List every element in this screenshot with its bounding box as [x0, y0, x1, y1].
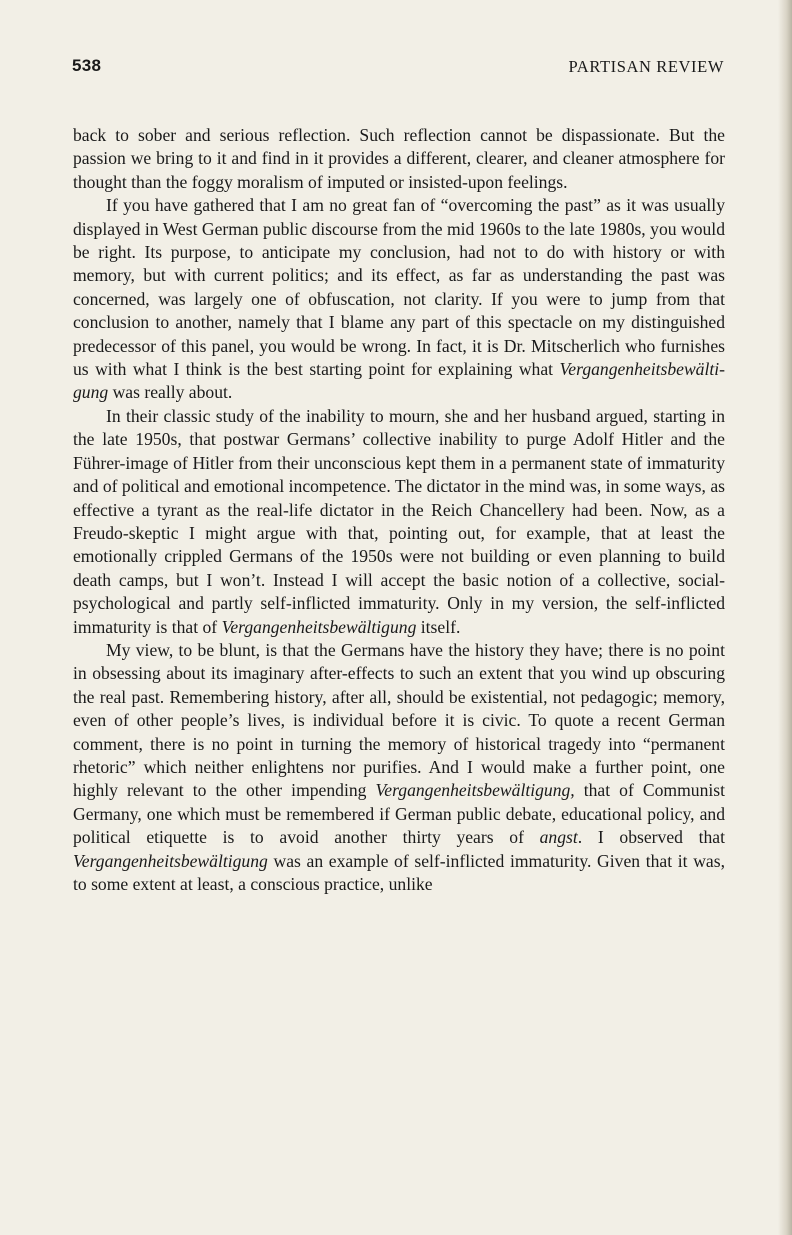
text-segment: itself.	[416, 616, 461, 637]
text-segment: . I observed that	[577, 827, 725, 848]
paragraph	[73, 639, 725, 896]
paragraph	[73, 124, 725, 194]
paragraph	[73, 194, 725, 405]
text-segment: was really about.	[108, 382, 233, 403]
italic-term: Vergangenheitsbewältigung	[73, 359, 725, 403]
text-segment: was an example of self-inflicted immaturity. Given that it was, to some extent at least, a conscious practice, unlike	[73, 850, 725, 894]
paragraph	[73, 405, 725, 639]
italic-term: Vergangenheitsbewältigung,	[375, 780, 575, 801]
italic-term: angst	[539, 827, 578, 848]
running-head: PARTISAN REVIEW	[568, 57, 724, 76]
page-number: 538	[72, 56, 102, 75]
italic-term: Vergangenheitsbewältigung	[221, 616, 417, 637]
text-segment: back to sober and serious reflection. Such reflection cannot be dispassionate. But the passion we bring to it and find in it provides a different, clearer, and cleaner atmosphere for thought than the foggy moralism of imputed or insisted-upon feelings.	[73, 125, 725, 192]
text-segment: that of Communist Germany, one which must be remembered if German public debate, educational policy, and political etiquette is to avoid another thirty years of	[73, 780, 725, 848]
text-segment: In their classic study of the inability to mourn, she and her husband argued, starting in the late 1950s, that postwar Germans’ collective inability to purge Adolf Hitler and the Führer-image of Hitler from their unconscious kept them in a permanent state of immaturity and of political and emotional incompetence. The dictator in the mind was, in some ways, as effective a tyrant as the real-life dictator in the Reich Chancellery had been. Now, as a Freudo-skeptic I might argue with that, pointing out, for example, that at least the emotionally crippled Germans of the 1950s were not building or even planning to build death camps, but I won’t. Instead I will accept the basic notion of a collective, social-psychological and partly self-inflicted immaturity. Only in my version, the self-inflicted immaturity is that of	[73, 405, 725, 637]
text-segment: My view, to be blunt, is that the Germans have the history they have; there is no point in obsessing about its imaginary after-effects to such an extent that you wind up obscuring the real past. Remembering history, after all, should be existential, not pedagogic; memory, even of other people’s lives, is individual before it is civic. To quote a recent German comment, there is no point in turning the memory of historical tragedy into “permanent rhetoric” which neither enlightens nor purifies. And I would make a further point, one highly relevant to the other impending	[73, 639, 725, 801]
text-segment: If you have gathered that I am no great fan of “overcoming the past” as it was usually displayed in West German public discourse from the mid 1960s to the late 1980s, you would be right. Its purpose, to anticipate my conclusion, had not to do with history or with memory, but with current politics; and its effect, as far as understanding the past was concerned, was largely one of obfuscation, not clarity. If you were to jump from that conclusion to another, namely that I blame any part of this spectacle on my distinguished predecessor of this panel, you would be wrong. In fact, it is Dr. Mitscherlich who furnishes us with what I think is the best starting point for explaining what	[73, 195, 725, 380]
body-text	[73, 124, 725, 896]
page-edge-shadow	[778, 0, 792, 1235]
page-header	[72, 56, 724, 80]
italic-term: Vergangenheitsbewältigung	[73, 850, 268, 871]
